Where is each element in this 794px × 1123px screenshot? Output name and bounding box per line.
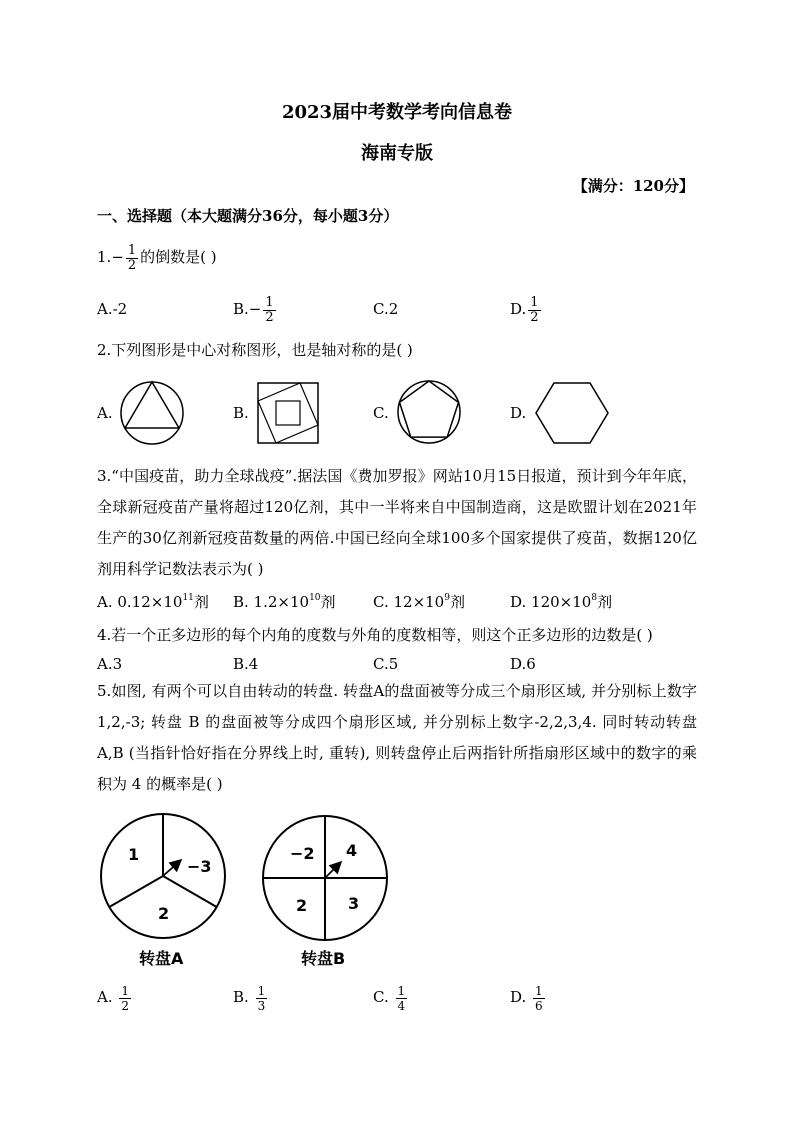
q3-option-a[interactable] — [97, 592, 209, 612]
q5-option-d-denominator: 6 — [535, 998, 543, 1013]
spinner-b-pointer-icon — [325, 862, 341, 878]
q5-option-b[interactable] — [233, 980, 269, 1014]
q1-option-d-fraction — [528, 296, 540, 325]
q5-option-c-numerator: 1 — [397, 983, 406, 998]
q5-option-b-fraction — [256, 984, 268, 1013]
q4-option-d[interactable]: D.6 — [510, 655, 536, 673]
q1-option-c[interactable]: C.2 — [373, 300, 399, 318]
q5-option-b-numerator: 1 — [257, 983, 266, 998]
q1-option-b-fraction — [263, 296, 275, 325]
q3-option-d-base: D. 120×10 — [510, 593, 592, 611]
q2-option-d[interactable]: D. — [510, 404, 527, 422]
score-label: 【满分：120分】 — [572, 177, 694, 195]
q1-fraction — [126, 244, 138, 273]
q1-option-d-numerator: 1 — [530, 294, 539, 310]
q1-denominator: 2 — [127, 257, 137, 273]
q5-option-c-denominator: 4 — [397, 998, 406, 1013]
hexagon-figure — [532, 380, 612, 446]
q1-sign: − — [111, 248, 124, 266]
q1-option-d-denominator: 2 — [530, 309, 539, 325]
spinner-b-sector-3: 2 — [296, 896, 308, 915]
q4-option-c[interactable]: C.5 — [373, 655, 399, 673]
spinner-b-sector-4: 3 — [348, 894, 360, 913]
spinner-a — [101, 814, 225, 968]
q3-option-d-unit: 剂 — [597, 593, 613, 611]
spinner-a-pointer-icon — [163, 860, 181, 876]
q5-option-b-label: B. — [233, 988, 249, 1006]
q1-option-b[interactable] — [233, 292, 278, 326]
q2-option-a[interactable]: A. — [97, 404, 113, 422]
q1-option-d[interactable] — [510, 292, 543, 326]
q3-option-b-unit: 剂 — [320, 593, 336, 611]
circle-triangle-figure — [118, 380, 186, 446]
q2-option-c[interactable]: C. — [373, 404, 389, 422]
square-pinwheel-figure — [254, 381, 322, 445]
question-4: 4.若一个正多边形的每个内角的度数与外角的度数相等，则这个正多边形的边数是( ) — [97, 626, 653, 644]
question-5: 5.如图, 有两个可以自由转动的转盘. 转盘A的盘面被等分成三个扇形区域, 并分别标上数字 1,2,-3; 转盘 B 的盘面被等分成四个扇形区域, 并分别标上数字-2,2,3,4. 同时转动转盘 A,B (当指针恰好指在分界线上时, 重转), 则转盘停止后两指针所指扇形区域中的数字的乘积为 4 的概率是( ) — [97, 682, 697, 793]
q1-prefix: 1. — [97, 248, 112, 266]
q1-option-b-label: B. — [233, 300, 249, 318]
q3-option-a-unit: 剂 — [193, 593, 209, 611]
q5-option-a-label: A. — [97, 988, 113, 1006]
page-title: 2023届中考数学考向信息卷 — [281, 102, 513, 123]
q3-option-c-unit: 剂 — [449, 593, 465, 611]
q2-option-b[interactable]: B. — [233, 404, 249, 422]
q5-option-a-denominator: 2 — [121, 998, 130, 1013]
q3-option-c[interactable] — [373, 592, 465, 612]
q5-option-d-label: D. — [510, 988, 527, 1006]
q3-option-a-exponent: 11 — [182, 593, 194, 603]
q5-option-c-fraction — [396, 984, 408, 1013]
spinner-a-sector-2: −3 — [187, 857, 212, 876]
q5-option-b-denominator: 3 — [257, 998, 266, 1013]
q1-suffix: 的倒数是( ) — [140, 248, 217, 266]
question-3: 3.“中国疫苗，助力全球战疫”.据法国《费加罗报》网站10月15日报道，预计到今年年底，全球新冠疫苗产量将超过120亿剂，其中一半将来自中国制造商，这是欧盟计划在2021年生产的30亿剂新冠疫苗数量的两倍.中国已经向全球100多个国家提供了疫苗，数据120亿剂用科学记数法表示为( ) — [97, 467, 697, 578]
spinner-figure — [95, 812, 395, 972]
question-1 — [97, 240, 217, 274]
q3-option-b-exponent: 10 — [309, 593, 321, 603]
q1-option-b-sign: − — [248, 300, 262, 318]
q1-option-b-numerator: 1 — [265, 294, 274, 310]
q4-option-a[interactable]: A.3 — [97, 655, 123, 673]
spinner-b — [263, 816, 387, 968]
spinner-b-label: 转盘B — [301, 949, 346, 968]
spinner-b-sector-1: −2 — [290, 844, 315, 863]
spinner-b-sector-2: 4 — [346, 841, 358, 860]
q5-option-c-label: C. — [373, 988, 389, 1006]
q5-option-d-fraction — [533, 984, 545, 1013]
spinner-a-label: 转盘A — [139, 949, 184, 968]
q1-numerator: 1 — [127, 242, 137, 258]
q5-option-a[interactable] — [97, 980, 133, 1014]
q4-option-b[interactable]: B.4 — [233, 655, 259, 673]
q3-option-b[interactable] — [233, 592, 336, 612]
q1-option-a[interactable]: A.-2 — [97, 300, 128, 318]
circle-pentagon-figure — [393, 378, 465, 446]
q5-option-a-numerator: 1 — [121, 983, 130, 998]
q1-option-d-label: D. — [510, 300, 527, 318]
page-subtitle: 海南专版 — [361, 143, 433, 164]
q3-option-d-exponent: 8 — [591, 593, 598, 603]
q1-option-b-denominator: 2 — [265, 309, 274, 325]
spinner-a-sector-1: 1 — [128, 845, 140, 864]
spinner-a-sector-3: 2 — [158, 904, 170, 923]
q3-option-b-base: B. 1.2×10 — [233, 593, 310, 611]
section-heading: 一、选择题（本大题满分36分，每小题3分） — [97, 207, 399, 225]
q5-option-c[interactable] — [373, 980, 409, 1014]
q5-option-d-numerator: 1 — [535, 983, 543, 998]
q3-option-a-base: A. 0.12×10 — [97, 593, 183, 611]
q5-option-d[interactable] — [510, 980, 547, 1014]
q3-option-c-base: C. 12×10 — [373, 593, 445, 611]
q3-option-c-exponent: 9 — [444, 593, 450, 603]
q5-option-a-fraction — [119, 984, 131, 1013]
question-2: 2.下列图形是中心对称图形，也是轴对称的是( ) — [97, 341, 413, 359]
q3-option-d[interactable] — [510, 592, 612, 612]
